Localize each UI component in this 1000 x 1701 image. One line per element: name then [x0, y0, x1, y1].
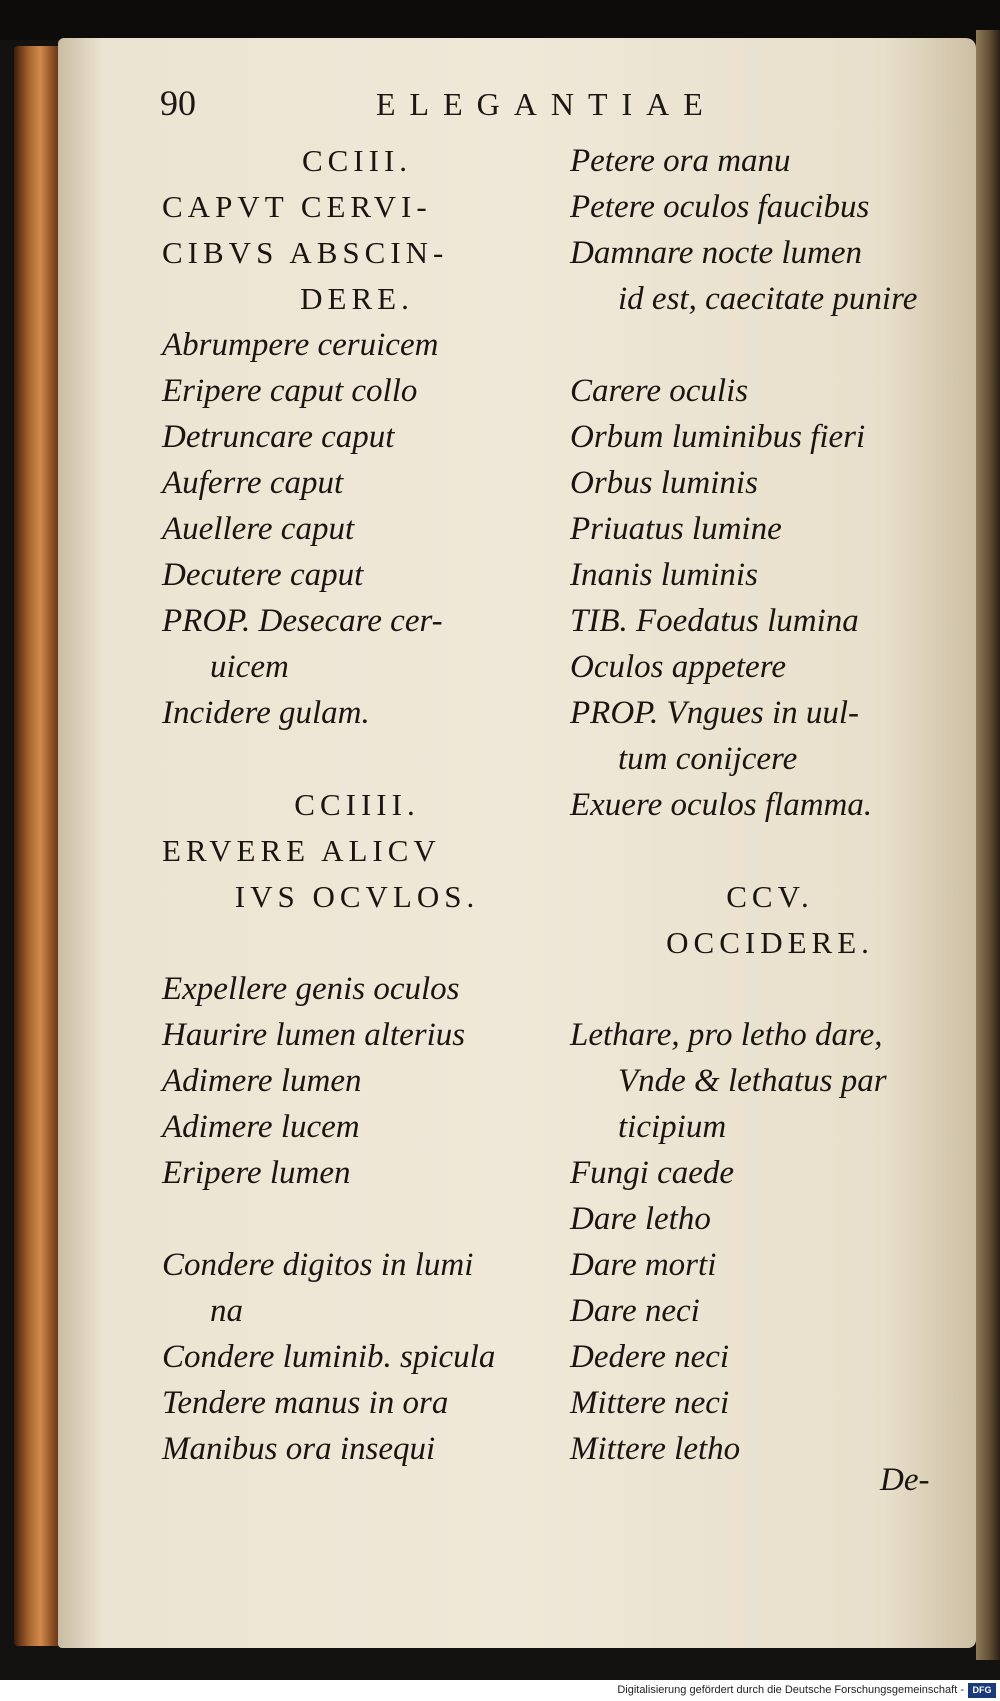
- right-entry-line: Lethare, pro letho dare,: [570, 1017, 883, 1053]
- left-entry-line: Decutere caput: [162, 557, 364, 593]
- left-entry-line: Condere digitos in lumi: [162, 1247, 474, 1283]
- left-entry-line: Adimere lucem: [162, 1109, 360, 1145]
- book-spine: [14, 46, 62, 1646]
- catchword: De-: [880, 1462, 930, 1498]
- left-entry-line: Expellere genis oculos: [162, 971, 460, 1007]
- right-entry-line: Inanis luminis: [570, 557, 758, 593]
- right-heading-line: OCCIDERE.: [666, 925, 874, 960]
- left-entry-line: Manibus ora insequi: [162, 1431, 436, 1467]
- right-entry-line: Petere oculos faucibus: [570, 189, 870, 225]
- left-heading-line: CIBVS ABSCIN-: [162, 235, 449, 270]
- left-entry-line: Tendere manus in ora: [162, 1385, 449, 1421]
- right-entry-line: Fungi caede: [570, 1155, 735, 1191]
- right-entry-line: Damnare nocte lumen: [570, 235, 863, 271]
- next-page-edge: [976, 30, 1000, 1660]
- left-heading-line: IVS OCVLOS.: [234, 879, 480, 914]
- right-entry-line: Vnde & lethatus par: [618, 1063, 887, 1099]
- right-heading-line: CCV.: [726, 879, 814, 914]
- left-entry-line: Condere luminib. spicula: [162, 1339, 496, 1375]
- footer-bar: [0, 1680, 1000, 1701]
- right-spacer: [570, 322, 970, 368]
- right-entry-line: TIB. Foedatus lumina: [570, 603, 859, 639]
- page-number: 90: [160, 83, 196, 123]
- scan-background: [0, 0, 1000, 40]
- right-column: [570, 138, 970, 1472]
- left-entry-line: uicem: [210, 649, 289, 685]
- left-heading-line: ERVERE ALICV: [162, 833, 441, 868]
- running-head: ELEGANTIAE: [376, 86, 717, 122]
- right-spacer: [570, 966, 970, 1012]
- left-entry-line: Abrumpere ceruicem: [162, 327, 439, 363]
- right-entry-line: ticipium: [618, 1109, 727, 1145]
- left-entry-line: Auferre caput: [162, 465, 344, 501]
- left-entry-line: Haurire lumen alterius: [162, 1017, 466, 1053]
- right-entry-line: Orbum luminibus fieri: [570, 419, 866, 455]
- right-entry-line: Mittere letho: [570, 1431, 741, 1467]
- footer-text: Digitalisierung gefördert durch die Deutsche Forschungsgemeinschaft -: [617, 1684, 964, 1696]
- right-entry-line: tum conijcere: [618, 741, 798, 777]
- right-entry-line: Orbus luminis: [570, 465, 758, 501]
- left-entry-line: Detruncare caput: [162, 419, 395, 455]
- left-heading-line: CCIIII.: [294, 787, 420, 822]
- right-entry-line: PROP. Vngues in uul-: [570, 695, 860, 731]
- left-entry-line: Eripere lumen: [162, 1155, 351, 1191]
- right-entry-line: Priuatus lumine: [570, 511, 782, 547]
- right-entry-line: Mittere neci: [570, 1385, 730, 1421]
- right-entry-line: Dare letho: [570, 1201, 711, 1237]
- left-entry-line: Eripere caput collo: [162, 373, 418, 409]
- left-entry-line: na: [210, 1293, 243, 1329]
- left-spacer: [162, 1196, 552, 1242]
- right-entry-line: id est, caecitate punire: [618, 281, 918, 317]
- right-entry-line: Exuere oculos flamma.: [570, 787, 873, 823]
- right-entry-line: Dare morti: [570, 1247, 717, 1283]
- left-entry-line: Adimere lumen: [162, 1063, 362, 1099]
- left-spacer: [162, 736, 552, 782]
- left-column: [162, 138, 552, 1472]
- right-spacer: [570, 828, 970, 874]
- left-spacer: [162, 920, 552, 966]
- right-entry-line: Oculos appetere: [570, 649, 786, 685]
- right-entry-line: Carere oculis: [570, 373, 749, 409]
- right-entry-line: Dare neci: [570, 1293, 700, 1329]
- right-entry-line: Petere ora manu: [570, 143, 791, 179]
- left-heading-line: CAPVT CERVI-: [162, 189, 432, 224]
- dfg-logo: DFG: [968, 1683, 996, 1698]
- left-entry-line: Incidere gulam.: [162, 695, 370, 731]
- left-heading-line: DERE.: [300, 281, 414, 316]
- left-entry-line: PROP. Desecare cer-: [162, 603, 443, 639]
- left-entry-line: Auellere caput: [162, 511, 355, 547]
- left-heading-line: CCIII.: [301, 143, 413, 178]
- right-entry-line: Dedere neci: [570, 1339, 730, 1375]
